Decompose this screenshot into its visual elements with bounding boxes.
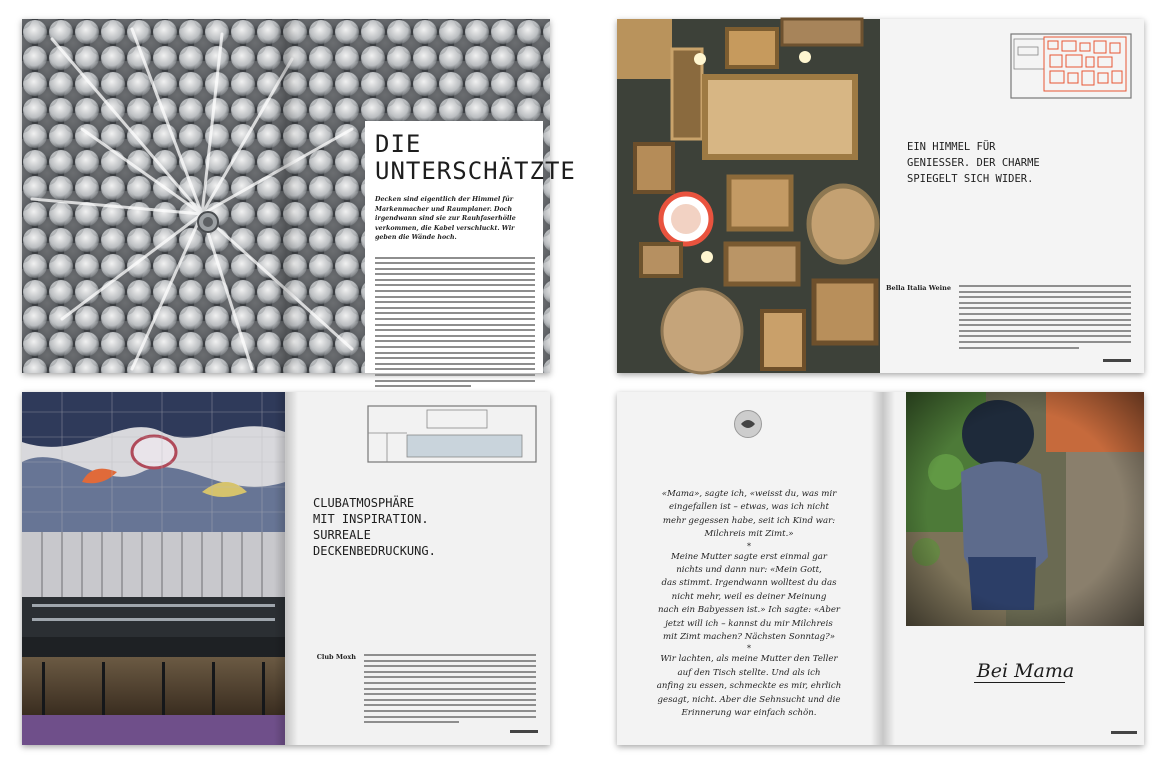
article-lead: Decken sind eigentlich der Himmel für Markenmacher und Raumplaner. Doch irgendwann sind sie zur Rauhfaserhölle verkommen, die Kabel verschluckt. Wir geben die Wände hoch. [375,196,516,241]
mirror-wall-photo [617,19,880,373]
spread-unterschaetzte [22,19,576,373]
article-title-line2: UNTERSCHÄTZTE [375,157,576,185]
story-line: nach ein Babyessen ist.» Ich sagte: «Aber [657,605,841,616]
headline-line4: DECKENBEDRUCKUNG. [313,544,436,558]
title-underline [974,682,1065,683]
story-line: Meine Mutter sagte erst einmal gar [670,551,828,562]
article-title-line1: DIE [375,130,422,158]
folio-mark [1103,359,1131,362]
story-line: gesagt, nicht. Aber die Sehnsucht und die [657,694,841,705]
floor-plan-icon [1010,33,1132,99]
headline-line2: GENIESSER. DER CHARME [907,157,1040,169]
story-title: Bei Mama [976,660,1075,682]
headline-line1: CLUBATMOSPHÄRE [313,496,415,510]
story-line: nicht mehr, weil es deiner Meinung [671,591,827,602]
story-line: Erinnerung war einfach schön. [681,708,817,719]
story-line: Wir lachten, als meine Mutter den Teller [660,654,838,665]
spread-bei-mama [617,392,1144,745]
magazine-logo-icon [734,410,762,438]
venue-caption: Club Moxh [316,653,356,661]
headline-line2: MIT INSPIRATION. [313,512,429,526]
child-photo [906,392,1144,626]
headline-line3: SURREALE [313,528,371,542]
folio-mark [510,730,538,733]
story-line: das stimmt. Irgendwann wolltest du das [661,578,837,589]
body-text-block [375,257,535,388]
floor-plan-icon [367,405,537,463]
spread-himmel-fuer-geniesser [617,19,1144,373]
story-line: Milchreis mit Zimt.» [704,529,794,540]
separator-star: * [747,541,751,551]
story-line: «Mama», sagte ich, «weisst du, was mir [661,489,837,499]
article-headline [313,495,436,559]
club-bar-photo [22,392,285,745]
body-text-block [959,285,1131,352]
story-line: eingefallen ist – etwas, was ich nicht [669,502,829,513]
story-line: auf den Tisch stellte. Und als ich [677,667,821,678]
separator-star: * [747,644,751,654]
headline-line1: EIN HIMMEL FÜR [907,141,996,153]
body-text-block [364,654,536,727]
spread-clubatmosphaere [22,392,550,745]
folio-mark [1111,731,1137,734]
story-line: mit Zimt machen? Nächsten Sonntag?» [663,632,835,643]
story-line: nichts und dann nur: «Mein Gott, [676,565,822,576]
headline-line3: SPIEGELT SICH WIDER. [907,173,1034,185]
story-line: mehr gegessen habe, seit ich Kind war: [662,515,836,526]
story-line: jetzt will ich – kannst du mir Milchreis [665,618,833,629]
story-line: anfing zu essen, schmeckte es mir, ehrlich [656,681,842,692]
title-box [365,121,576,373]
story-text [634,488,864,721]
article-headline [907,139,1040,187]
venue-caption: Bella Italia Weine [886,284,951,292]
